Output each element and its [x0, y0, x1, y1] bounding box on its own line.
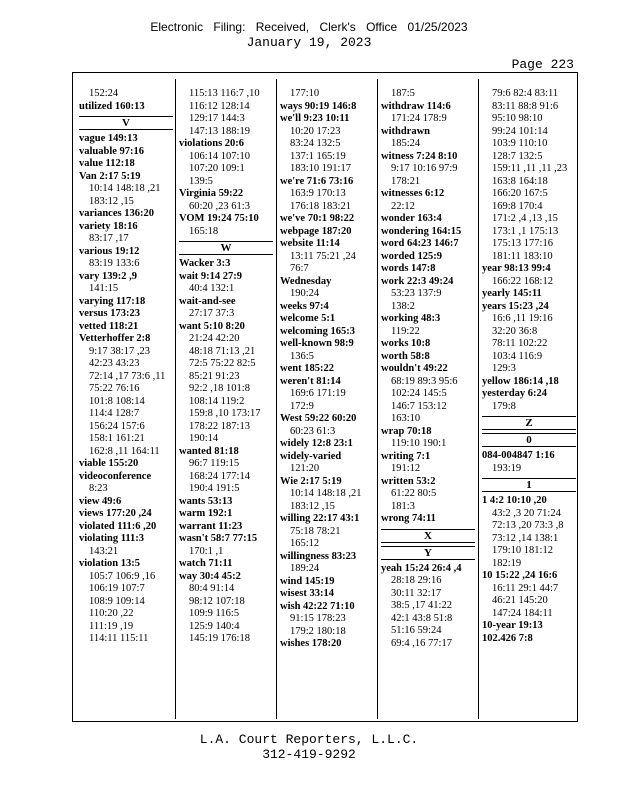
index-entry: willing 22:17 43:1 — [280, 513, 360, 524]
index-continuation: 103:4 116:9 — [492, 350, 543, 362]
index-entry: wondering 164:15 — [381, 225, 462, 237]
index-continuation: 111:19 ,19 — [89, 620, 134, 632]
index-entry: 10-year 19:13 — [482, 620, 543, 631]
index-continuation: 168:24 177:14 — [189, 470, 250, 482]
index-continuation: 179:8 — [492, 400, 516, 412]
index-entry: wait 9:14 27:9 — [179, 270, 242, 282]
index-continuation: 105:7 106:9 ,16 — [89, 570, 156, 582]
index-entry: vetted 118:21 — [79, 320, 139, 332]
index-entry: warm 192:1 — [179, 508, 233, 519]
index-entry: writing 7:1 — [381, 450, 431, 462]
index-entry: Vetterhoffer 2:8 — [79, 333, 151, 344]
index-continuation: 79:6 82:4 83:11 — [492, 88, 559, 99]
index-entry: yearly 145:11 — [482, 288, 542, 299]
index-entry: violations 20:6 — [179, 138, 245, 149]
index-continuation: 114:4 128:7 — [89, 408, 140, 419]
index-continuation: 75:18 78:21 — [290, 525, 341, 537]
index-continuation: 159:8 ,10 173:17 — [189, 408, 261, 419]
index-entry: widely 12:8 23:1 — [280, 438, 353, 449]
index-continuation: 129:17 144:3 — [189, 113, 245, 124]
index-entry: violation 13:5 — [79, 558, 140, 569]
index-continuation: 156:24 157:6 — [89, 420, 145, 432]
index-entry: vary 139:2 ,9 — [79, 270, 138, 282]
index-entry: withdrawn — [381, 125, 431, 137]
index-entry: various 19:12 — [79, 245, 140, 257]
index-entry: violated 111:6 ,20 — [79, 520, 157, 532]
index-continuation: 76:7 — [290, 263, 309, 274]
index-continuation: 163:8 164:18 — [492, 175, 548, 187]
index-continuation: 181:11 183:10 — [492, 250, 553, 262]
index-entry: worded 125:9 — [381, 250, 442, 262]
index-entry: wind 145:19 — [280, 575, 335, 587]
index-continuation: 106:19 107:7 — [89, 583, 145, 594]
index-column-3 — [280, 88, 374, 651]
index-continuation: 176:18 183:21 — [290, 200, 351, 212]
index-entry: West 59:22 60:20 — [280, 413, 357, 424]
index-continuation: 101:8 108:14 — [89, 395, 145, 407]
index-continuation: 121:20 — [290, 463, 320, 474]
index-entry: VOM 19:24 75:10 — [179, 213, 259, 224]
index-entry: wish 42:22 71:10 — [280, 600, 355, 612]
index-continuation: 8:23 — [89, 483, 108, 494]
transcript-date: January 19, 2023 — [246, 35, 372, 50]
index-entry: 102.426 7:8 — [482, 632, 533, 644]
index-continuation: 108:14 119:2 — [189, 395, 245, 407]
index-continuation: 116:12 128:14 — [189, 100, 250, 112]
index-entry: Van 2:17 5:19 — [79, 170, 141, 182]
index-continuation: 165:12 — [290, 538, 320, 549]
index-entry: works 10:8 — [381, 338, 431, 349]
index-continuation: 147:13 188:19 — [189, 125, 250, 137]
index-entry: website 11:14 — [280, 238, 340, 249]
index-continuation: 119:22 — [391, 325, 420, 337]
index-entry: wisest 33:14 — [280, 588, 334, 599]
index-entry: warrant 11:23 — [179, 520, 243, 532]
index-entry: wouldn't 49:22 — [381, 363, 448, 374]
index-continuation: 159:11 ,11 ,11 ,23 — [492, 163, 568, 174]
index-continuation: 72:14 ,17 73:6 ,11 — [89, 370, 166, 382]
index-entry: years 15:23 ,24 — [482, 300, 549, 312]
index-entry: working 48:3 — [381, 313, 441, 324]
index-entry: words 147:8 — [381, 263, 436, 274]
index-entry: Wacker 3:3 — [179, 258, 231, 269]
index-continuation: 128:7 132:5 — [492, 150, 543, 162]
index-continuation: 185:24 — [391, 138, 421, 149]
index-continuation: 178:22 187:13 — [189, 420, 250, 432]
index-continuation: 169:6 171:19 — [290, 388, 346, 399]
index-continuation: 13:11 75:21 ,24 — [290, 250, 356, 262]
index-entry: wanted 81:18 — [179, 445, 239, 457]
index-column-4 — [381, 88, 475, 650]
index-continuation: 75:22 76:16 — [89, 383, 140, 394]
column-divider — [175, 79, 176, 719]
index-entry: webpage 187:20 — [280, 225, 352, 237]
index-continuation: 27:17 37:3 — [189, 308, 235, 319]
index-continuation: 99:24 101:14 — [492, 125, 548, 137]
index-continuation: 125:9 140:4 — [189, 620, 240, 632]
index-continuation: 78:11 102:22 — [492, 338, 548, 349]
index-continuation: 115:13 116:7 ,10 — [189, 88, 260, 99]
index-continuation: 171:24 178:9 — [391, 113, 447, 124]
index-entry: yesterday 6:24 — [482, 388, 548, 399]
index-entry: well-known 98:9 — [280, 338, 354, 349]
index-continuation: 107:20 109:1 — [189, 163, 245, 174]
index-continuation: 143:21 — [89, 545, 119, 557]
index-continuation: 162:8 ,11 164:11 — [89, 445, 160, 457]
index-column-1 — [79, 88, 173, 646]
index-entry: welcome 5:1 — [280, 313, 336, 324]
section-letter: 1 — [482, 478, 576, 492]
index-entry: willingness 83:23 — [280, 550, 357, 562]
index-continuation: 181:3 — [391, 500, 415, 512]
column-divider — [478, 79, 479, 719]
index-entry: widely-varied — [280, 450, 342, 462]
index-continuation: 173:1 ,1 175:13 — [492, 225, 559, 237]
index-entry: wait-and-see — [179, 295, 236, 307]
index-entry: viable 155:20 — [79, 458, 139, 469]
index-entry: year 98:13 99:4 — [482, 263, 551, 274]
index-entry: views 177:20 ,24 — [79, 508, 152, 519]
index-entry: Wie 2:17 5:19 — [280, 475, 342, 487]
index-continuation: 32:20 36:8 — [492, 325, 538, 337]
index-entry: Wednesday — [280, 275, 332, 287]
index-continuation: 172:9 — [290, 400, 314, 412]
index-continuation: 42:23 43:23 — [89, 358, 140, 369]
index-continuation: 22:12 — [391, 200, 415, 212]
index-continuation: 92:2 ,18 101:8 — [189, 383, 250, 394]
index-continuation: 175:13 177:16 — [492, 238, 553, 249]
index-column-2 — [179, 88, 273, 646]
section-letter: W — [179, 241, 273, 255]
index-entry: watch 71:11 — [179, 558, 233, 569]
index-entry: wants 53:13 — [179, 495, 233, 507]
index-entry: view 49:6 — [79, 495, 122, 507]
index-continuation: 69:4 ,16 77:17 — [391, 637, 452, 649]
index-entry: wishes 178:20 — [280, 638, 342, 649]
index-continuation: 138:2 — [391, 300, 415, 312]
index-column-5 — [482, 88, 576, 645]
index-continuation: 141:15 — [89, 283, 119, 294]
page-number: Page 223 — [511, 57, 574, 72]
index-entry: we'll 9:23 10:11 — [280, 113, 350, 124]
index-continuation: 190:24 — [290, 288, 320, 299]
index-continuation: 183:12 ,15 — [290, 500, 335, 512]
index-continuation: 61:22 80:5 — [391, 488, 437, 499]
index-entry: yellow 186:14 ,18 — [482, 375, 559, 387]
index-continuation: 51:16 59:24 — [391, 625, 442, 636]
column-divider — [377, 79, 378, 719]
index-continuation: 42:1 43:8 51:8 — [391, 612, 453, 624]
index-continuation: 108:9 109:14 — [89, 595, 145, 607]
section-letter: X — [381, 529, 475, 543]
index-continuation: 152:24 — [89, 88, 119, 99]
index-entry: way 30:4 45:2 — [179, 570, 241, 582]
index-entry: wrap 70:18 — [381, 425, 432, 437]
section-letter: V — [79, 116, 173, 130]
index-entry: 10 15:22 ,24 16:6 — [482, 570, 558, 581]
index-entry: we're 71:6 73:16 — [280, 175, 354, 187]
index-continuation: 91:15 178:23 — [290, 613, 346, 624]
index-continuation: 102:24 145:5 — [391, 388, 447, 399]
section-letter: Z — [482, 416, 576, 430]
index-entry: withdraw 114:6 — [381, 100, 451, 112]
index-continuation: 10:14 148:18 ,21 — [89, 183, 161, 194]
index-continuation: 98:12 107:18 — [189, 595, 245, 607]
index-entry: videoconference — [79, 470, 152, 482]
index-continuation: 72:5 75:22 82:5 — [189, 358, 256, 369]
index-continuation: 193:19 — [492, 462, 522, 474]
index-entry: weren't 81:14 — [280, 375, 341, 387]
index-continuation: 187:5 — [391, 88, 415, 99]
reporter-name: L.A. Court Reporters, L.L.C. — [199, 732, 419, 747]
filing-header: Electronic Filing: Received, Clerk's Office 01/25/2023 — [150, 20, 468, 34]
index-continuation: 95:10 98:10 — [492, 113, 543, 124]
index-continuation: 106:14 107:10 — [189, 150, 250, 162]
section-letter: 0 — [482, 433, 576, 447]
index-continuation: 129:3 — [492, 363, 516, 374]
index-continuation: 10:14 148:18 ,21 — [290, 488, 362, 499]
index-continuation: 72:13 ,20 73:3 ,8 — [492, 520, 564, 531]
index-continuation: 38:5 ,17 41:22 — [391, 600, 452, 611]
reporter-phone: 312-419-9292 — [262, 747, 356, 762]
index-continuation: 16:6 ,11 19:16 — [492, 313, 553, 324]
index-entry: wonder 163:4 — [381, 213, 442, 224]
index-continuation: 53:23 137:9 — [391, 288, 442, 299]
index-continuation: 16:11 29:1 44:7 — [492, 582, 559, 594]
index-frame — [72, 72, 578, 722]
index-entry: vague 149:13 — [79, 133, 138, 144]
index-continuation: 170:1 ,1 — [189, 545, 224, 557]
index-continuation: 83:24 132:5 — [290, 138, 341, 149]
index-continuation: 60:20 ,23 61:3 — [189, 200, 250, 212]
index-entry: welcoming 165:3 — [280, 325, 355, 337]
index-continuation: 119:10 190:1 — [391, 438, 447, 449]
index-continuation: 171:2 ,4 ,13 ,15 — [492, 213, 558, 224]
index-continuation: 166:22 168:12 — [492, 275, 553, 287]
index-entry: Virginia 59:22 — [179, 188, 244, 199]
index-continuation: 28:18 29:16 — [391, 575, 442, 586]
index-continuation: 109:9 116:5 — [189, 608, 240, 619]
index-entry: written 53:2 — [381, 475, 436, 487]
index-entry: violating 111:3 — [79, 533, 145, 544]
section-letter: Y — [381, 546, 475, 560]
index-entry: value 112:18 — [79, 158, 135, 169]
index-entry: worth 58:8 — [381, 350, 430, 362]
index-continuation: 40:4 132:1 — [189, 283, 235, 294]
index-continuation: 139:5 — [189, 175, 213, 187]
index-entry: we've 70:1 98:22 — [280, 213, 355, 224]
index-continuation: 83:11 88:8 91:6 — [492, 100, 559, 112]
index-continuation: 190:14 — [189, 433, 219, 444]
index-continuation: 191:12 — [391, 463, 421, 474]
index-entry: witnesses 6:12 — [381, 188, 445, 199]
index-continuation: 73:12 ,14 138:1 — [492, 532, 559, 544]
index-entry: ways 90:19 146:8 — [280, 100, 357, 112]
index-entry: wrong 74:11 — [381, 513, 436, 524]
index-continuation: 158:1 161:21 — [89, 433, 145, 444]
index-continuation: 183:12 ,15 — [89, 195, 134, 207]
index-entry: versus 173:23 — [79, 308, 140, 319]
index-continuation: 43:2 ,3 20 71:24 — [492, 507, 561, 519]
index-continuation: 60:23 61:3 — [290, 425, 336, 437]
index-continuation: 21:24 42:20 — [189, 333, 240, 344]
index-entry: yeah 15:24 26:4 ,4 — [381, 562, 462, 574]
index-continuation: 68:19 89:3 95:6 — [391, 375, 458, 387]
index-entry: valuable 97:16 — [79, 145, 145, 157]
index-entry: witness 7:24 8:10 — [381, 150, 458, 162]
index-continuation: 179:10 181:12 — [492, 545, 553, 556]
index-continuation: 163:9 170:13 — [290, 188, 346, 199]
index-entry: went 185:22 — [280, 363, 334, 374]
index-continuation: 178:21 — [391, 175, 421, 187]
column-divider — [276, 79, 277, 719]
index-continuation: 9:17 10:16 97:9 — [391, 163, 458, 174]
index-continuation: 96:7 119:15 — [189, 458, 240, 469]
index-continuation: 137:1 165:19 — [290, 150, 346, 162]
index-continuation: 83:19 133:6 — [89, 258, 140, 269]
index-continuation: 80:4 91:14 — [189, 583, 235, 594]
index-continuation: 177:10 — [290, 88, 320, 99]
index-continuation: 146:7 153:12 — [391, 400, 447, 412]
index-continuation: 147:24 184:11 — [492, 607, 553, 619]
index-entry: want 5:10 8:20 — [179, 320, 245, 332]
index-continuation: 179:2 180:18 — [290, 625, 346, 637]
index-continuation: 30:11 32:17 — [391, 587, 442, 599]
index-continuation: 10:20 17:23 — [290, 125, 341, 137]
index-entry: 1 4:2 10:10 ,20 — [482, 495, 547, 506]
index-continuation: 182:19 — [492, 557, 522, 569]
index-continuation: 48:18 71:13 ,21 — [189, 345, 256, 357]
index-entry: work 22:3 49:24 — [381, 275, 454, 287]
index-continuation: 136:5 — [290, 350, 314, 362]
index-continuation: 110:20 ,22 — [89, 608, 134, 619]
index-continuation: 9:17 38:17 ,23 — [89, 345, 150, 357]
index-continuation: 85:21 91:23 — [189, 370, 240, 382]
index-entry: variety 18:16 — [79, 220, 138, 232]
index-continuation: 165:18 — [189, 225, 219, 237]
index-continuation: 145:19 176:18 — [189, 633, 250, 644]
index-continuation: 114:11 115:11 — [89, 633, 149, 644]
index-continuation: 189:24 — [290, 563, 320, 574]
index-continuation: 103:9 110:10 — [492, 138, 548, 149]
index-entry: varying 117:18 — [79, 295, 146, 307]
index-entry: 084-004847 1:16 — [482, 450, 555, 461]
index-entry: utilized 160:13 — [79, 100, 145, 112]
index-continuation: 190:4 191:5 — [189, 483, 240, 494]
index-continuation: 163:10 — [391, 413, 421, 424]
index-entry: weeks 97:4 — [280, 300, 329, 312]
index-entry: word 64:23 146:7 — [381, 238, 459, 249]
index-continuation: 169:8 170:4 — [492, 200, 543, 212]
index-entry: wasn't 58:7 77:15 — [179, 533, 258, 544]
index-continuation: 83:17 ,17 — [89, 233, 129, 244]
index-continuation: 166:20 167:5 — [492, 188, 548, 199]
index-continuation: 46:21 145:20 — [492, 595, 548, 606]
index-entry: variances 136:20 — [79, 208, 154, 219]
index-continuation: 183:10 191:17 — [290, 163, 351, 174]
